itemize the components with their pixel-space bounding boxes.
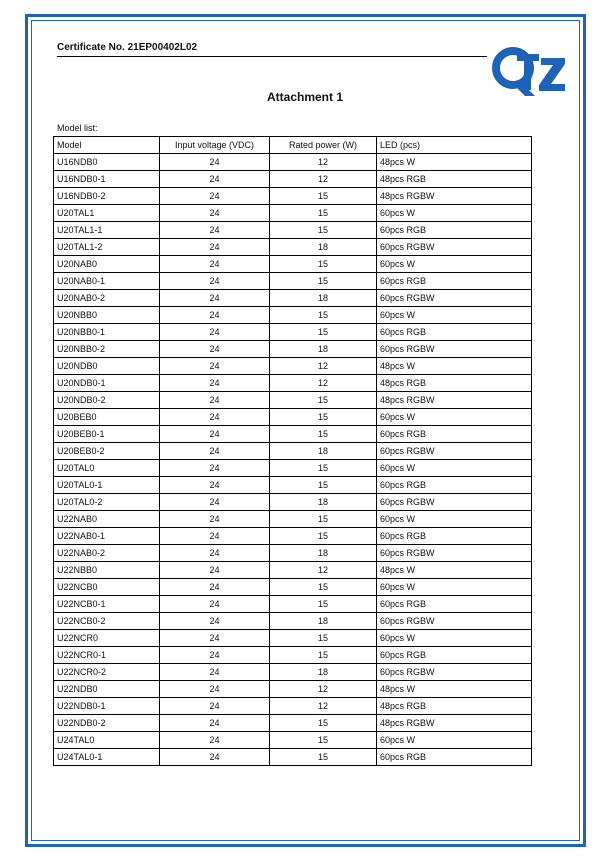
cell-power: 15: [270, 392, 377, 409]
table-row: [54, 290, 532, 307]
cell-model: U20NBB0: [54, 307, 160, 324]
cell-power: 15: [270, 426, 377, 443]
cell-led: 48pcs RGBW: [377, 188, 532, 205]
cell-led: 60pcs W: [377, 460, 532, 477]
cell-led: 60pcs W: [377, 205, 532, 222]
cell-power: 18: [270, 443, 377, 460]
table-row: [54, 647, 532, 664]
cell-model: U16NDB0-2: [54, 188, 160, 205]
cell-led: 60pcs RGB: [377, 596, 532, 613]
cell-voltage: 24: [160, 426, 270, 443]
column-header-led: LED (pcs): [377, 137, 532, 154]
cell-model: U20TAL0-1: [54, 477, 160, 494]
cell-led: 60pcs RGB: [377, 477, 532, 494]
cell-model: U20NAB0-2: [54, 290, 160, 307]
column-header-power: Rated power (W): [270, 137, 377, 154]
cell-power: 15: [270, 205, 377, 222]
cell-model: U22NAB0-2: [54, 545, 160, 562]
cell-voltage: 24: [160, 409, 270, 426]
cell-led: 60pcs RGB: [377, 749, 532, 766]
table-row: [54, 188, 532, 205]
table-row: [54, 273, 532, 290]
cell-model: U24TAL0: [54, 732, 160, 749]
cell-power: 15: [270, 188, 377, 205]
table-row: [54, 579, 532, 596]
cell-power: 12: [270, 358, 377, 375]
cell-led: 60pcs RGB: [377, 324, 532, 341]
cell-led: 48pcs W: [377, 681, 532, 698]
cell-power: 15: [270, 256, 377, 273]
cell-power: 15: [270, 409, 377, 426]
cell-model: U22NCR0-1: [54, 647, 160, 664]
cell-voltage: 24: [160, 205, 270, 222]
cell-model: U20BEB0: [54, 409, 160, 426]
cell-model: U20NBB0-1: [54, 324, 160, 341]
cell-model: U20TAL1: [54, 205, 160, 222]
table-row: [54, 324, 532, 341]
cell-model: U20NBB0-2: [54, 341, 160, 358]
page-title: Attachment 1: [266, 90, 343, 104]
column-header-model: Model: [54, 137, 160, 154]
cell-voltage: 24: [160, 545, 270, 562]
cell-voltage: 24: [160, 392, 270, 409]
cell-voltage: 24: [160, 630, 270, 647]
model-list-label: Model list:: [57, 123, 98, 133]
cell-power: 15: [270, 579, 377, 596]
table-row: [54, 205, 532, 222]
cell-voltage: 24: [160, 171, 270, 188]
header-rule: [57, 56, 487, 57]
cell-voltage: 24: [160, 732, 270, 749]
cell-voltage: 24: [160, 664, 270, 681]
cell-led: 60pcs RGBW: [377, 341, 532, 358]
cell-power: 18: [270, 341, 377, 358]
cell-power: 15: [270, 749, 377, 766]
cell-voltage: 24: [160, 358, 270, 375]
cell-led: 60pcs RGBW: [377, 290, 532, 307]
cell-power: 12: [270, 698, 377, 715]
cell-model: U20TAL1-2: [54, 239, 160, 256]
table-row: [54, 392, 532, 409]
cell-led: 60pcs RGBW: [377, 239, 532, 256]
table-row: [54, 494, 532, 511]
cell-power: 15: [270, 324, 377, 341]
cell-led: 60pcs RGBW: [377, 443, 532, 460]
cell-voltage: 24: [160, 154, 270, 171]
cell-power: 18: [270, 613, 377, 630]
cell-led: 48pcs W: [377, 154, 532, 171]
table-row: [54, 358, 532, 375]
table-row: [54, 239, 532, 256]
cell-voltage: 24: [160, 239, 270, 256]
cell-power: 15: [270, 715, 377, 732]
cell-power: 15: [270, 222, 377, 239]
table-row: [54, 443, 532, 460]
cell-model: U20NAB0: [54, 256, 160, 273]
cell-power: 15: [270, 273, 377, 290]
cell-voltage: 24: [160, 460, 270, 477]
table-row: [54, 307, 532, 324]
cell-model: U20TAL0-2: [54, 494, 160, 511]
cell-power: 12: [270, 681, 377, 698]
cell-led: 48pcs RGB: [377, 375, 532, 392]
cell-voltage: 24: [160, 222, 270, 239]
table-row: [54, 749, 532, 766]
cell-voltage: 24: [160, 307, 270, 324]
cell-led: 48pcs RGBW: [377, 392, 532, 409]
model-table: [53, 136, 532, 766]
table-row: [54, 426, 532, 443]
cell-model: U22NCB0-1: [54, 596, 160, 613]
cell-power: 18: [270, 494, 377, 511]
cell-model: U22NDB0: [54, 681, 160, 698]
cell-voltage: 24: [160, 290, 270, 307]
table-row: [54, 154, 532, 171]
cell-led: 60pcs RGBW: [377, 664, 532, 681]
cell-led: 60pcs RGB: [377, 426, 532, 443]
cell-power: 15: [270, 307, 377, 324]
column-header-voltage: Input voltage (VDC): [160, 137, 270, 154]
cell-power: 15: [270, 647, 377, 664]
cell-voltage: 24: [160, 494, 270, 511]
cell-led: 48pcs W: [377, 358, 532, 375]
cell-voltage: 24: [160, 596, 270, 613]
cell-power: 15: [270, 596, 377, 613]
table-row: [54, 562, 532, 579]
table-row: [54, 681, 532, 698]
cell-model: U20NDB0-2: [54, 392, 160, 409]
table-row: [54, 341, 532, 358]
cell-power: 18: [270, 545, 377, 562]
cell-voltage: 24: [160, 375, 270, 392]
cell-led: 60pcs W: [377, 307, 532, 324]
table-row: [54, 545, 532, 562]
cell-led: 60pcs RGB: [377, 528, 532, 545]
cell-power: 18: [270, 239, 377, 256]
cell-led: 60pcs W: [377, 256, 532, 273]
table-header-row: [54, 137, 532, 154]
cell-model: U22NAB0: [54, 511, 160, 528]
cell-model: U20BEB0-1: [54, 426, 160, 443]
table-row: [54, 732, 532, 749]
cell-voltage: 24: [160, 188, 270, 205]
cell-model: U22NCB0: [54, 579, 160, 596]
cell-power: 15: [270, 477, 377, 494]
cell-led: 60pcs W: [377, 409, 532, 426]
cell-voltage: 24: [160, 562, 270, 579]
cell-model: U22NAB0-1: [54, 528, 160, 545]
table-row: [54, 477, 532, 494]
cell-power: 15: [270, 732, 377, 749]
cell-model: U20NAB0-1: [54, 273, 160, 290]
cell-model: U20TAL1-1: [54, 222, 160, 239]
cell-voltage: 24: [160, 749, 270, 766]
cell-model: U22NCR0-2: [54, 664, 160, 681]
cell-led: 60pcs RGB: [377, 647, 532, 664]
cell-voltage: 24: [160, 681, 270, 698]
cell-led: 60pcs RGBW: [377, 545, 532, 562]
cell-voltage: 24: [160, 443, 270, 460]
cell-led: 60pcs W: [377, 511, 532, 528]
cell-led: 48pcs RGBW: [377, 715, 532, 732]
table-row: [54, 375, 532, 392]
table-row: [54, 715, 532, 732]
cell-model: U22NBB0: [54, 562, 160, 579]
cell-model: U22NCB0-2: [54, 613, 160, 630]
cell-model: U20NDB0: [54, 358, 160, 375]
table-row: [54, 596, 532, 613]
cell-led: 60pcs W: [377, 630, 532, 647]
cell-power: 18: [270, 290, 377, 307]
table-row: [54, 409, 532, 426]
cell-led: 60pcs RGBW: [377, 494, 532, 511]
cell-voltage: 24: [160, 698, 270, 715]
cell-voltage: 24: [160, 511, 270, 528]
cell-led: 60pcs RGB: [377, 222, 532, 239]
table-row: [54, 222, 532, 239]
table-row: [54, 460, 532, 477]
cell-model: U16NDB0: [54, 154, 160, 171]
cell-voltage: 24: [160, 715, 270, 732]
table-row: [54, 613, 532, 630]
cell-led: 48pcs RGB: [377, 698, 532, 715]
cell-voltage: 24: [160, 613, 270, 630]
cell-power: 12: [270, 562, 377, 579]
cell-power: 12: [270, 171, 377, 188]
cell-model: U24TAL0-1: [54, 749, 160, 766]
cell-power: 15: [270, 630, 377, 647]
cell-model: U20BEB0-2: [54, 443, 160, 460]
certificate-number: Certificate No. 21EP00402L02: [57, 42, 198, 53]
cell-voltage: 24: [160, 256, 270, 273]
cell-power: 12: [270, 154, 377, 171]
table-row: [54, 528, 532, 545]
cell-voltage: 24: [160, 273, 270, 290]
cell-voltage: 24: [160, 528, 270, 545]
cell-led: 48pcs RGB: [377, 171, 532, 188]
table-row: [54, 630, 532, 647]
cell-led: 60pcs RGB: [377, 273, 532, 290]
cell-voltage: 24: [160, 341, 270, 358]
cell-power: 15: [270, 528, 377, 545]
cell-led: 60pcs W: [377, 579, 532, 596]
cell-model: U20TAL0: [54, 460, 160, 477]
cell-voltage: 24: [160, 477, 270, 494]
cell-power: 12: [270, 375, 377, 392]
table-row: [54, 664, 532, 681]
table-row: [54, 698, 532, 715]
cell-power: 15: [270, 511, 377, 528]
table-row: [54, 256, 532, 273]
cell-model: U22NCR0: [54, 630, 160, 647]
cell-voltage: 24: [160, 647, 270, 664]
cell-power: 18: [270, 664, 377, 681]
table-row: [54, 171, 532, 188]
cell-led: 60pcs W: [377, 732, 532, 749]
cell-voltage: 24: [160, 324, 270, 341]
cell-led: 48pcs W: [377, 562, 532, 579]
cell-power: 15: [270, 460, 377, 477]
cell-model: U22NDB0-1: [54, 698, 160, 715]
cell-model: U22NDB0-2: [54, 715, 160, 732]
cell-voltage: 24: [160, 579, 270, 596]
cell-model: U16NDB0-1: [54, 171, 160, 188]
cell-led: 60pcs RGBW: [377, 613, 532, 630]
table-row: [54, 511, 532, 528]
cell-model: U20NDB0-1: [54, 375, 160, 392]
